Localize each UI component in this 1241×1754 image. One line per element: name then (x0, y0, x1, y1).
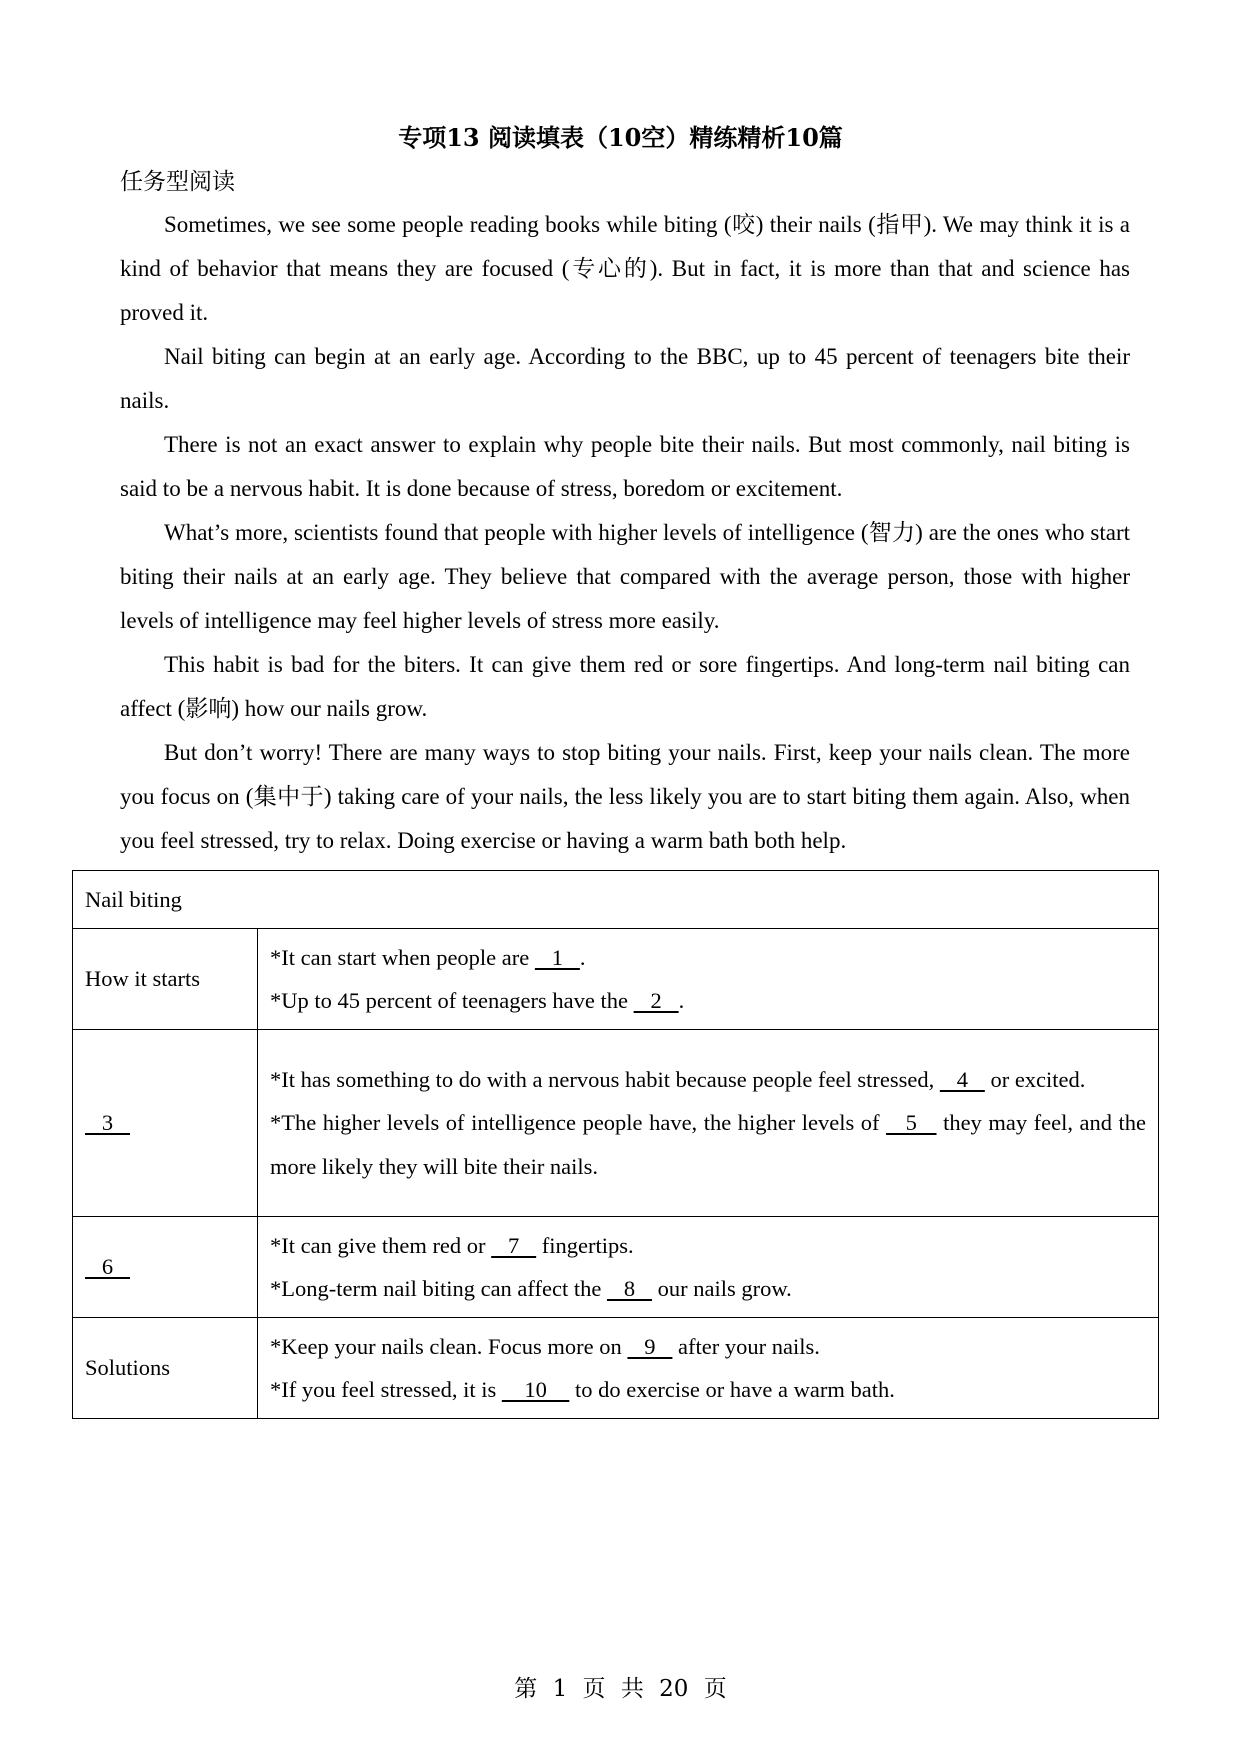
row-label-blank-3 (73, 1030, 258, 1217)
line-text: *Up to 45 percent of teenagers have the (270, 988, 634, 1013)
blank-4: 4 (939, 1066, 985, 1092)
row-label-how-it-starts: How it starts (73, 929, 258, 1030)
line-text: *Long-term nail biting can affect the (270, 1276, 607, 1301)
table-header-row (73, 871, 1159, 929)
line-text: . (579, 944, 586, 970)
line-text: they may feel, and the more likely they will bite their nails. (270, 1110, 1147, 1179)
line-text: *It can start when people are (270, 944, 535, 970)
line-text: after your nails. (672, 1333, 820, 1359)
line-text: *It can give them red or (270, 1232, 492, 1258)
row-label-solutions: Solutions (73, 1318, 258, 1419)
content-line (270, 979, 1146, 1023)
fill-in-table (72, 870, 1159, 1419)
row-content (258, 1318, 1159, 1419)
row-content (258, 929, 1159, 1030)
content-line (270, 1368, 1146, 1412)
table-row (73, 1318, 1159, 1419)
row-content (258, 1217, 1159, 1318)
reading-passage (120, 203, 1130, 863)
line-text: . (678, 988, 685, 1013)
table-row (73, 929, 1159, 1030)
content-line (270, 1224, 1146, 1268)
line-text: *The higher levels of intelligence people have, the higher levels of (270, 1110, 887, 1136)
line-text: to do exercise or have a warm bath. (569, 1377, 895, 1402)
passage-paragraph-2: Nail biting can begin at an early age. According to the BBC, up to 45 percent of teenagers bite their nails. (120, 344, 1130, 413)
passage-paragraph-3: There is not an exact answer to explain why people bite their nails. But most commonly, nail biting is said to be a nervous habit. It is done because of stress, boredom or excitement. (120, 432, 1130, 501)
passage-paragraph-4: What’s more, scientists found that people with higher levels of intelligence (智力) are the ones who start biting their nails at an early age. They believe that compared with the average person, those with higher levels of intelligence may feel higher levels of stress more easily. (120, 520, 1130, 633)
blank-9: 9 (627, 1333, 673, 1359)
content-line (270, 1267, 1146, 1311)
content-line (270, 1058, 1146, 1102)
table-row (73, 1030, 1159, 1217)
section-label: 任务型阅读 (120, 169, 235, 195)
content-line (270, 936, 1146, 980)
page-title: 专项13 阅读填表（10空）精练精析10篇 (398, 123, 843, 152)
blank-1: 1 (534, 944, 580, 970)
content-line (270, 1101, 1146, 1188)
row-content (258, 1030, 1159, 1217)
line-text: or excited. (984, 1066, 1086, 1092)
passage-paragraph-5: This habit is bad for the biters. It can give them red or sore fingertips. And long-term nail biting can affect (影响) how our nails grow. (120, 652, 1130, 721)
line-text: *Keep your nails clean. Focus more on (270, 1333, 628, 1359)
row-label-blank-6 (73, 1217, 258, 1318)
table-row (73, 1217, 1159, 1318)
blank-5: 5 (886, 1110, 937, 1136)
table-header-cell: Nail biting (73, 871, 1159, 929)
blank-10: 10 (501, 1377, 570, 1402)
line-text: fingertips. (536, 1232, 634, 1258)
passage-paragraph-1: Sometimes, we see some people reading books while biting (咬) their nails (指甲). We may think it is a kind of behavior that means they are focused (专心的). But in fact, it is more than that and science has proved it. (120, 212, 1130, 325)
blank-8: 8 (606, 1276, 652, 1301)
content-line (270, 1325, 1146, 1369)
line-text: *If you feel stressed, it is (270, 1377, 502, 1402)
page-footer: 第 1 页 共 20 页 (514, 1676, 727, 1702)
blank-7: 7 (491, 1232, 537, 1258)
blank-6: 6 (85, 1254, 130, 1279)
line-text: *It has something to do with a nervous habit because people feel stressed, (270, 1066, 940, 1092)
passage-paragraph-6: But don’t worry! There are many ways to stop biting your nails. First, keep your nails clean. The more you focus on (集中于) taking care of your nails, the less likely you are to start biting them again. Also, when you feel stressed, try to relax. Doing exercise or having a warm bath both help. (120, 740, 1130, 853)
blank-2: 2 (633, 988, 679, 1013)
blank-3: 3 (85, 1110, 130, 1135)
line-text: our nails grow. (651, 1276, 792, 1301)
